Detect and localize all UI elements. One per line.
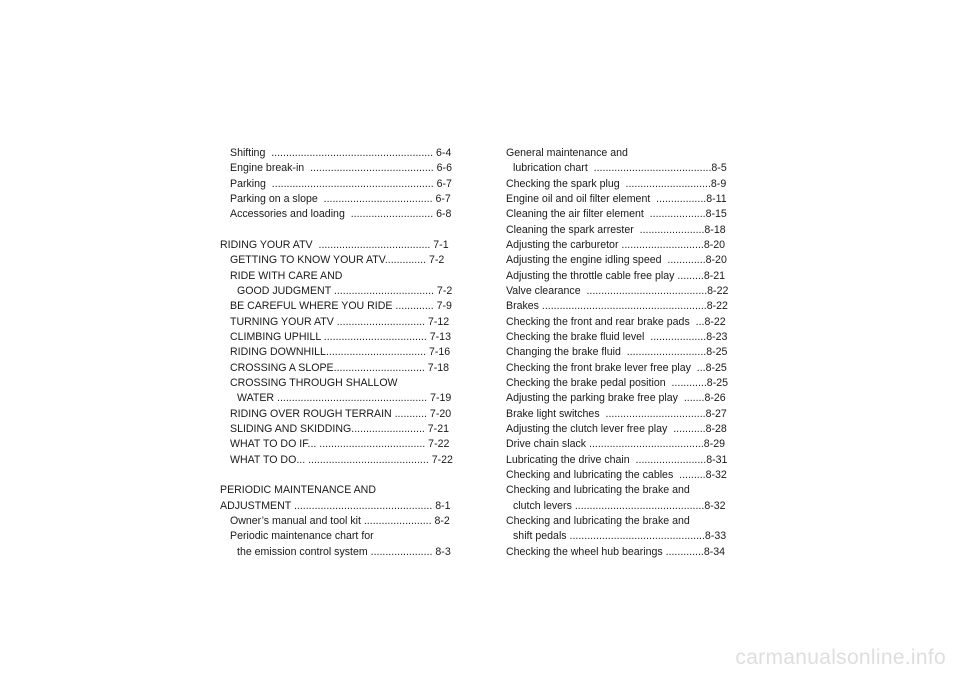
toc-entry: Lubricating the drive chain ........................8-31: [506, 453, 728, 466]
toc-entry: Engine oil and oil filter element .................8-11: [506, 192, 727, 205]
toc-entry: WATER ................................................... 7-19: [237, 392, 452, 405]
toc-right-column: [506, 146, 743, 560]
toc-entry: Checking the brake fluid level ...................8-23: [506, 330, 728, 343]
toc-spacer: [220, 223, 466, 238]
toc-entry: RIDING YOUR ATV ...................................... 7-1: [220, 238, 449, 251]
toc-entry: Changing the brake fluid ...........................8-25: [506, 346, 728, 359]
toc-entry: Cleaning the spark arrester ......................8-18: [506, 223, 726, 236]
toc-left-column: [220, 146, 466, 560]
toc-entry: Adjusting the engine idling speed .............8-20: [506, 254, 727, 267]
toc-entry: Parking on a slope ..................................... 6-7: [230, 192, 451, 205]
toc-entry: Cleaning the air filter element ...................8-15: [506, 208, 727, 221]
toc-entry: Parking ....................................................... 6-7: [230, 177, 452, 190]
toc-entry: RIDING DOWNHILL.................................. 7-16: [230, 346, 451, 359]
toc-entry: PERIODIC MAINTENANCE AND: [220, 484, 376, 497]
toc-entry: Valve clearance .........................................8-22: [506, 284, 729, 297]
toc-entry: Brakes ........................................................8-22: [506, 300, 728, 313]
toc-entry: WHAT TO DO... ......................................... 7-22: [230, 453, 453, 466]
toc-entry: shift pedals ..............................................8-33: [513, 530, 727, 543]
toc-entry: Checking and lubricating the brake and: [506, 484, 690, 497]
toc-entry: Checking the front and rear brake pads ...8-22: [506, 315, 726, 328]
toc-entry: ADJUSTMENT ............................................... 8-1: [220, 499, 451, 512]
watermark: carmanualsonline.info: [735, 646, 946, 669]
toc-entry: BE CAREFUL WHERE YOU RIDE ............. 7-9: [230, 300, 452, 313]
toc-entry: Periodic maintenance chart for: [230, 530, 374, 543]
toc-entry: GETTING TO KNOW YOUR ATV.............. 7-2: [230, 254, 445, 267]
toc-entry: GOOD JUDGMENT .................................. 7-2: [237, 284, 453, 297]
toc-entry: Checking and lubricating the cables .........8-32: [506, 468, 727, 481]
toc-entry: TURNING YOUR ATV .............................. 7-12: [230, 315, 450, 328]
toc-entry: RIDING OVER ROUGH TERRAIN ........... 7-20: [230, 407, 452, 420]
toc-entry: Engine break-in .......................................... 6-6: [230, 162, 452, 175]
toc-entry: Checking and lubricating the brake and: [506, 514, 690, 527]
toc-entry: SLIDING AND SKIDDING......................... 7-21: [230, 422, 449, 435]
toc-entry: WHAT TO DO IF... .................................... 7-22: [230, 438, 450, 451]
toc-entry: Checking the wheel hub bearings .............8-34: [506, 545, 726, 558]
toc-entry: General maintenance and: [506, 147, 628, 159]
toc-spacer: [220, 468, 466, 483]
toc-entry: clutch levers ............................................8-32: [513, 499, 726, 512]
toc-entry: Checking the front brake lever free play ...8-25: [506, 361, 727, 374]
toc-entry: CLIMBING UPHILL ................................... 7-13: [230, 330, 451, 343]
toc-entry: Brake light switches ..................................8-27: [506, 407, 727, 420]
toc-entry: Adjusting the clutch lever free play ...........8-28: [506, 422, 727, 435]
toc-entry: CROSSING THROUGH SHALLOW: [230, 376, 398, 389]
toc-entry: Checking the spark plug .............................8-9: [506, 177, 727, 190]
toc-entry: Shifting ....................................................... 6-4: [230, 147, 452, 159]
toc-entry: Adjusting the carburetor ............................8-20: [506, 238, 726, 251]
toc-entry: lubrication chart ........................................8-5: [513, 162, 727, 175]
toc-entry: Accessories and loading ............................ 6-8: [230, 208, 452, 221]
toc-entry: CROSSING A SLOPE............................... 7-18: [230, 361, 450, 374]
toc-entry: Adjusting the parking brake free play .......8-26: [506, 392, 726, 405]
toc-entry: the emission control system ..................... 8-3: [237, 545, 451, 558]
toc-entry: Drive chain slack .......................................8-29: [506, 438, 726, 451]
toc-entry: Checking the brake pedal position ............8-25: [506, 376, 729, 389]
toc-entry: Owner’s manual and tool kit ....................... 8-2: [230, 514, 450, 527]
toc-entry: RIDE WITH CARE AND: [230, 269, 343, 282]
toc-entry: Adjusting the throttle cable free play .........8-21: [506, 269, 726, 282]
